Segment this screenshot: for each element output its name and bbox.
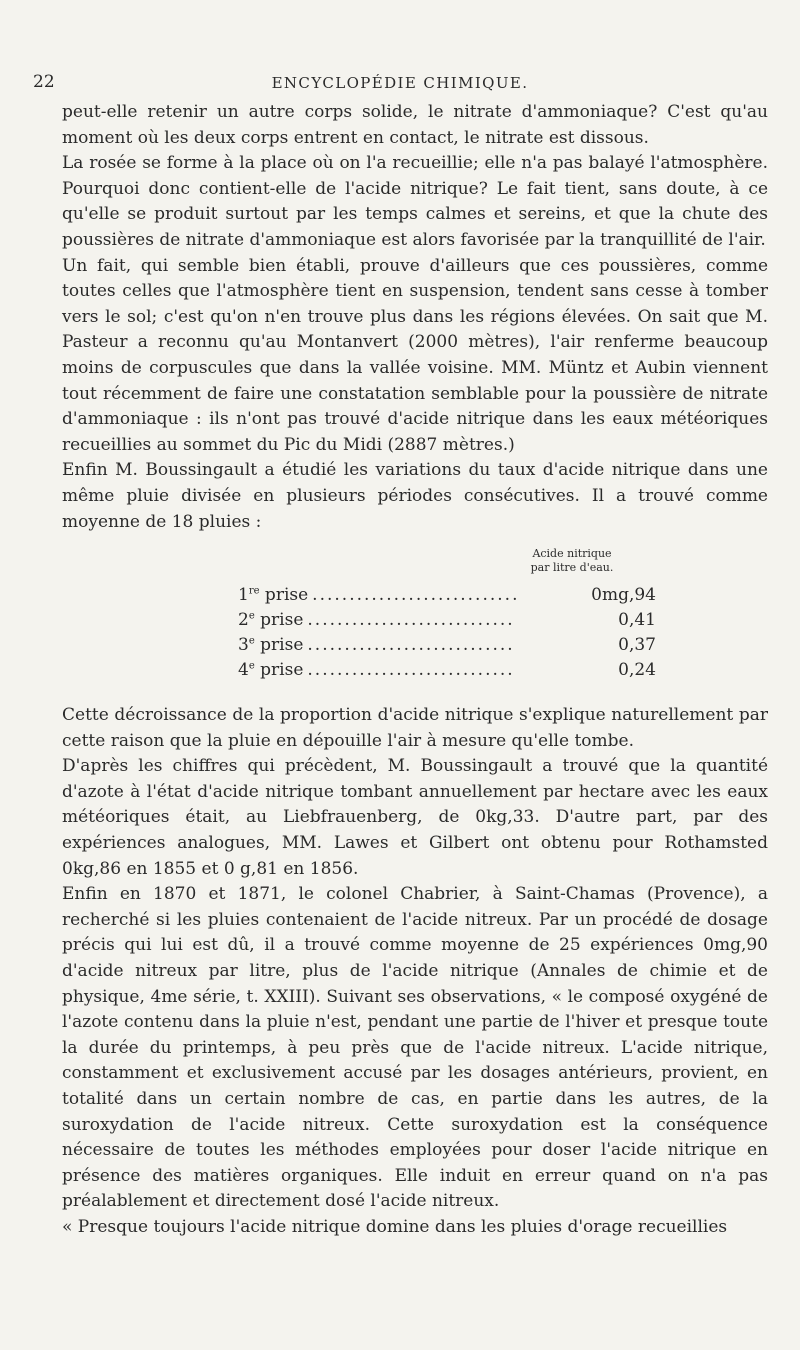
paragraph: « Presque toujours l'acide nitrique domine dans les pluies d'orage recueillies bbox=[62, 1216, 728, 1237]
paragraph: D'après les chiffres qui précèdent, M. Boussingault a trouvé que la quantité d'azote à l'état d'acide nitrique tombant annuellement par hectare avec les eaux météoriques était, au Liebfrauenberg, de 0kg,33. D'autre part, par des expériences analogues, MM. Lawes et Gilbert ont obtenu pour Rothamsted 0kg,86 en 1855 et 0 g,81 en 1856. bbox=[62, 756, 768, 879]
after-table-text bbox=[62, 703, 768, 1240]
paragraph: Un fait, qui semble bien établi, prouve d'ailleurs que ces poussières, comme toutes celles que l'atmosphère tient en suspension, tendent sans cesse à tomber vers le sol; c'est qu'on n'en trouve plus dans les régions élevées. On sait que M. Pasteur a reconnu qu'au Montanvert (2000 mètres), l'air renferme beaucoup moins de corpuscules que dans la vallée voisine. MM. Müntz et Aubin viennent tout récemment de faire une constatation semblable pour la poussière de nitrate d'ammoniaque : ils n'ont pas trouvé d'acide nitrique dans les eaux météoriques recueillies au sommet du Pic du Midi (2887 mètres.) bbox=[62, 255, 768, 455]
paragraph: La rosée se forme à la place où on l'a recueillie; elle n'a pas balayé l'atmosphère. Pourquoi donc contient-elle de l'acide nitrique? Le fait tient, sans doute, à ce qu'elle se produit surtout par les temps calmes et sereins, et que la chute des poussières de nitrate d'ammoniaque est alors favorisée par la tranquillité de l'air. bbox=[62, 153, 768, 250]
running-title: ENCYCLOPÉDIE CHIMIQUE. bbox=[271, 74, 529, 92]
row-number: 4 bbox=[238, 660, 249, 681]
row-label: prise bbox=[254, 610, 304, 631]
paragraph: Enfin en 1870 et 1871, le colonel Chabrier, à Saint-Chamas (Provence), a recherché si les pluies contenaient de l'acide nitreux. Par un procédé de dosage précis qui lui est dû, il a trouvé comme moyenne de 25 expériences 0mg,90 d'acide nitreux par litre, plus de l'acide nitrique (Annales de chimie et de physique, 4me série, t. XXIII). Suivant ses observations, « le composé oxygéné de l'azote contenu dans la pluie n'est, pendant une partie de l'hiver et presque toute la durée du printemps, à peu près que de l'acide nitreux. L'acide nitrique, constamment et exclusivement accusé par les dosages antérieurs, provient, en totalité dans un certain nombre de cas, en partie dans les autres, de la suroxydation de l'acide nitreux. Cette suroxydation est la conséquence nécessaire de toutes les méthodes employées pour doser l'acide nitrique en présence des matières organiques. Elle induit en erreur quand on n'a pas préalablement et directement dosé l'acide nitreux. bbox=[62, 884, 768, 1212]
row-value: 0,41 bbox=[618, 610, 656, 631]
row-number: 2 bbox=[238, 610, 249, 631]
row-value: 0mg,94 bbox=[591, 585, 656, 606]
table-row bbox=[238, 608, 656, 633]
row-label: prise bbox=[254, 635, 304, 656]
paragraph: Enfin M. Boussingault a étudié les variations du taux d'acide nitrique dans une même pluie divisée en plusieurs périodes consécutives. Il a trouvé comme moyenne de 18 pluies : bbox=[62, 460, 768, 532]
row-number: 3 bbox=[238, 635, 249, 656]
page-number: 22 bbox=[33, 72, 55, 92]
table-header bbox=[502, 547, 642, 575]
row-suffix: e bbox=[248, 610, 255, 622]
row-value: 0,37 bbox=[618, 635, 656, 656]
table bbox=[238, 583, 656, 683]
leader-dots: ............................ bbox=[307, 635, 515, 656]
page-body bbox=[62, 100, 768, 1241]
table-header-line: Acide nitrique bbox=[532, 547, 612, 561]
leader-dots: ............................ bbox=[312, 585, 520, 606]
table-row bbox=[238, 658, 656, 683]
table-row bbox=[238, 583, 656, 608]
row-suffix: re bbox=[248, 585, 260, 597]
paragraph: Cette décroissance de la proportion d'acide nitrique s'explique naturellement par cette raison que la pluie en dépouille l'air à mesure qu'elle tombe. bbox=[62, 705, 768, 751]
leader-dots: ............................ bbox=[307, 610, 515, 631]
row-value: 0,24 bbox=[618, 660, 656, 681]
leader-dots: ............................ bbox=[307, 660, 515, 681]
page-header bbox=[0, 72, 800, 96]
table-row bbox=[238, 633, 656, 658]
row-label: prise bbox=[254, 660, 304, 681]
row-label: prise bbox=[259, 585, 309, 606]
row-number: 1 bbox=[238, 585, 249, 606]
row-suffix: e bbox=[248, 635, 255, 647]
paragraph: peut-elle retenir un autre corps solide, le nitrate d'ammoniaque? C'est qu'au moment où les deux corps entrent en contact, le nitrate est dissous. bbox=[62, 102, 768, 148]
row-suffix: e bbox=[248, 660, 255, 672]
table-header-line: par litre d'eau. bbox=[530, 561, 614, 575]
